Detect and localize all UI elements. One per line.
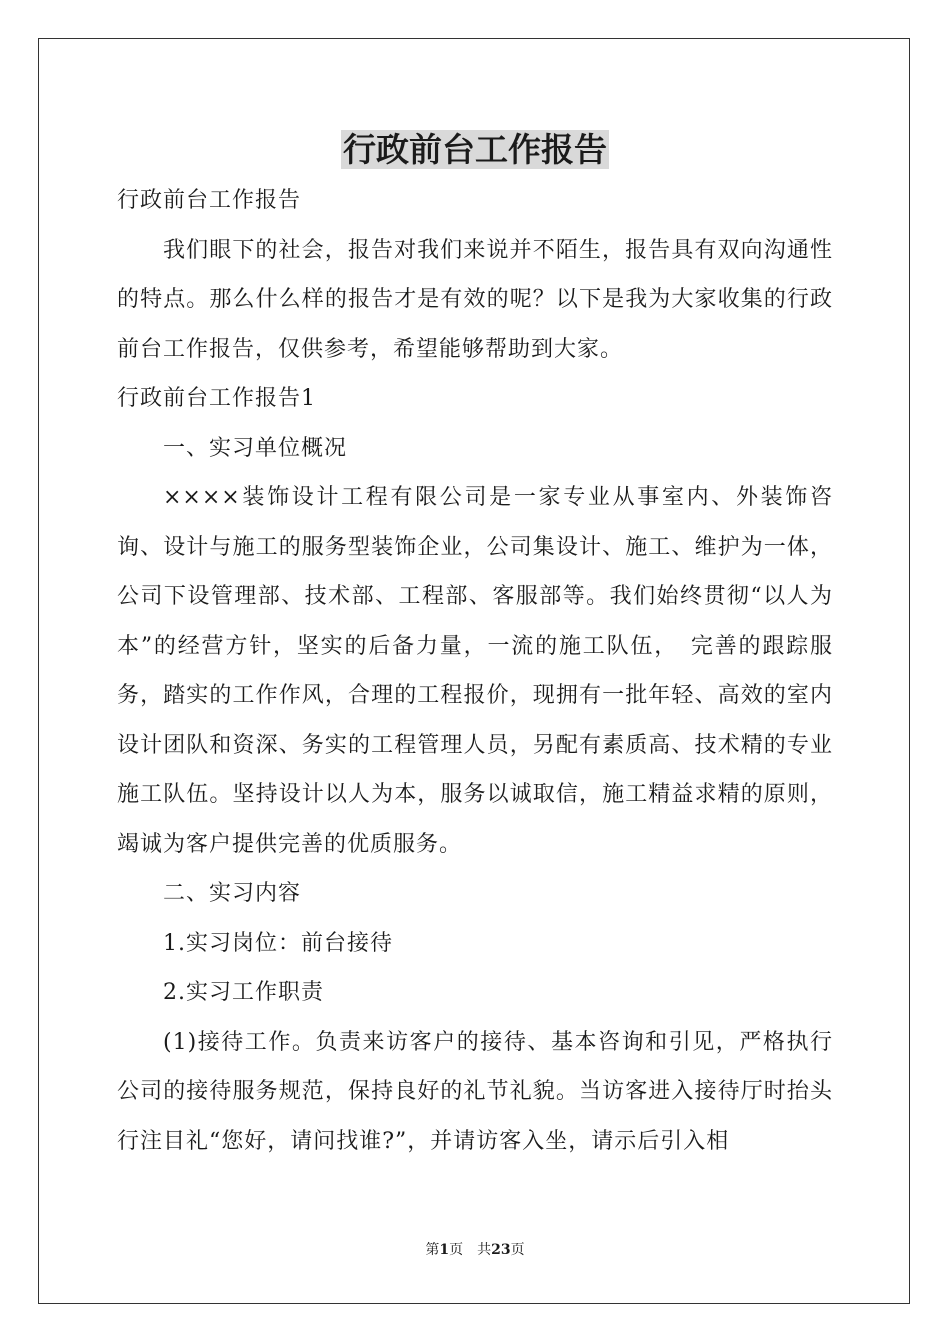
document-body <box>117 176 833 1166</box>
paragraph: (1)接待工作。负责来访客户的接待、基本咨询和引见，严格执行公司的接待服务规范，保持良好的礼节礼貌。当访客进入接待厅时抬头行注目礼“您好，请问找谁?”，并请访客入坐，请示后引入相 <box>117 1029 833 1154</box>
page-number: 1 <box>439 1242 450 1258</box>
page-prefix: 第 <box>425 1242 440 1258</box>
document-title <box>0 128 950 172</box>
paragraph: 2.实习工作职责 <box>163 980 324 1005</box>
paragraph: 1.实习岗位：前台接待 <box>163 930 393 956</box>
paragraph: 一、实习单位概况 <box>163 435 348 461</box>
total-pages: 23 <box>491 1242 511 1258</box>
total-suffix: 页 <box>510 1242 525 1258</box>
page-suffix: 页 <box>449 1242 464 1258</box>
document-title-text: 行政前台工作报告 <box>343 130 607 169</box>
paragraph: 行政前台工作报告1 <box>117 386 316 411</box>
total-prefix: 共 <box>477 1242 492 1258</box>
paragraph: 行政前台工作报告 <box>117 188 302 213</box>
paragraph: ××××装饰设计工程有限公司是一家专业从事室内、外装饰咨询、设计与施工的服务型装饰企业，公司集设计、施工、维护为一体，公司下设管理部、技术部、工程部、客服部等。我们始终贯彻“以人为本”的经营方针，坚实的后备力量，一流的施工队伍， 完善的跟踪服务，踏实的工作作风，合理的工程报价，现拥有一批年轻、高效的室内设计团队和资深、务实的工程管理人员，另配有素质高、技术精的专业施工队伍。坚持设计以人为本，服务以诚取信，施工精益求精的原则，竭诚为客户提供完善的优质服务。 <box>117 485 833 857</box>
page-footer <box>0 1240 950 1260</box>
paragraph: 二、实习内容 <box>163 881 302 906</box>
paragraph: 我们眼下的社会，报告对我们来说并不陌生，报告具有双向沟通性的特点。那么什么样的报告才是有效的呢？以下是我为大家收集的行政前台工作报告，仅供参考，希望能够帮助到大家。 <box>117 237 833 362</box>
